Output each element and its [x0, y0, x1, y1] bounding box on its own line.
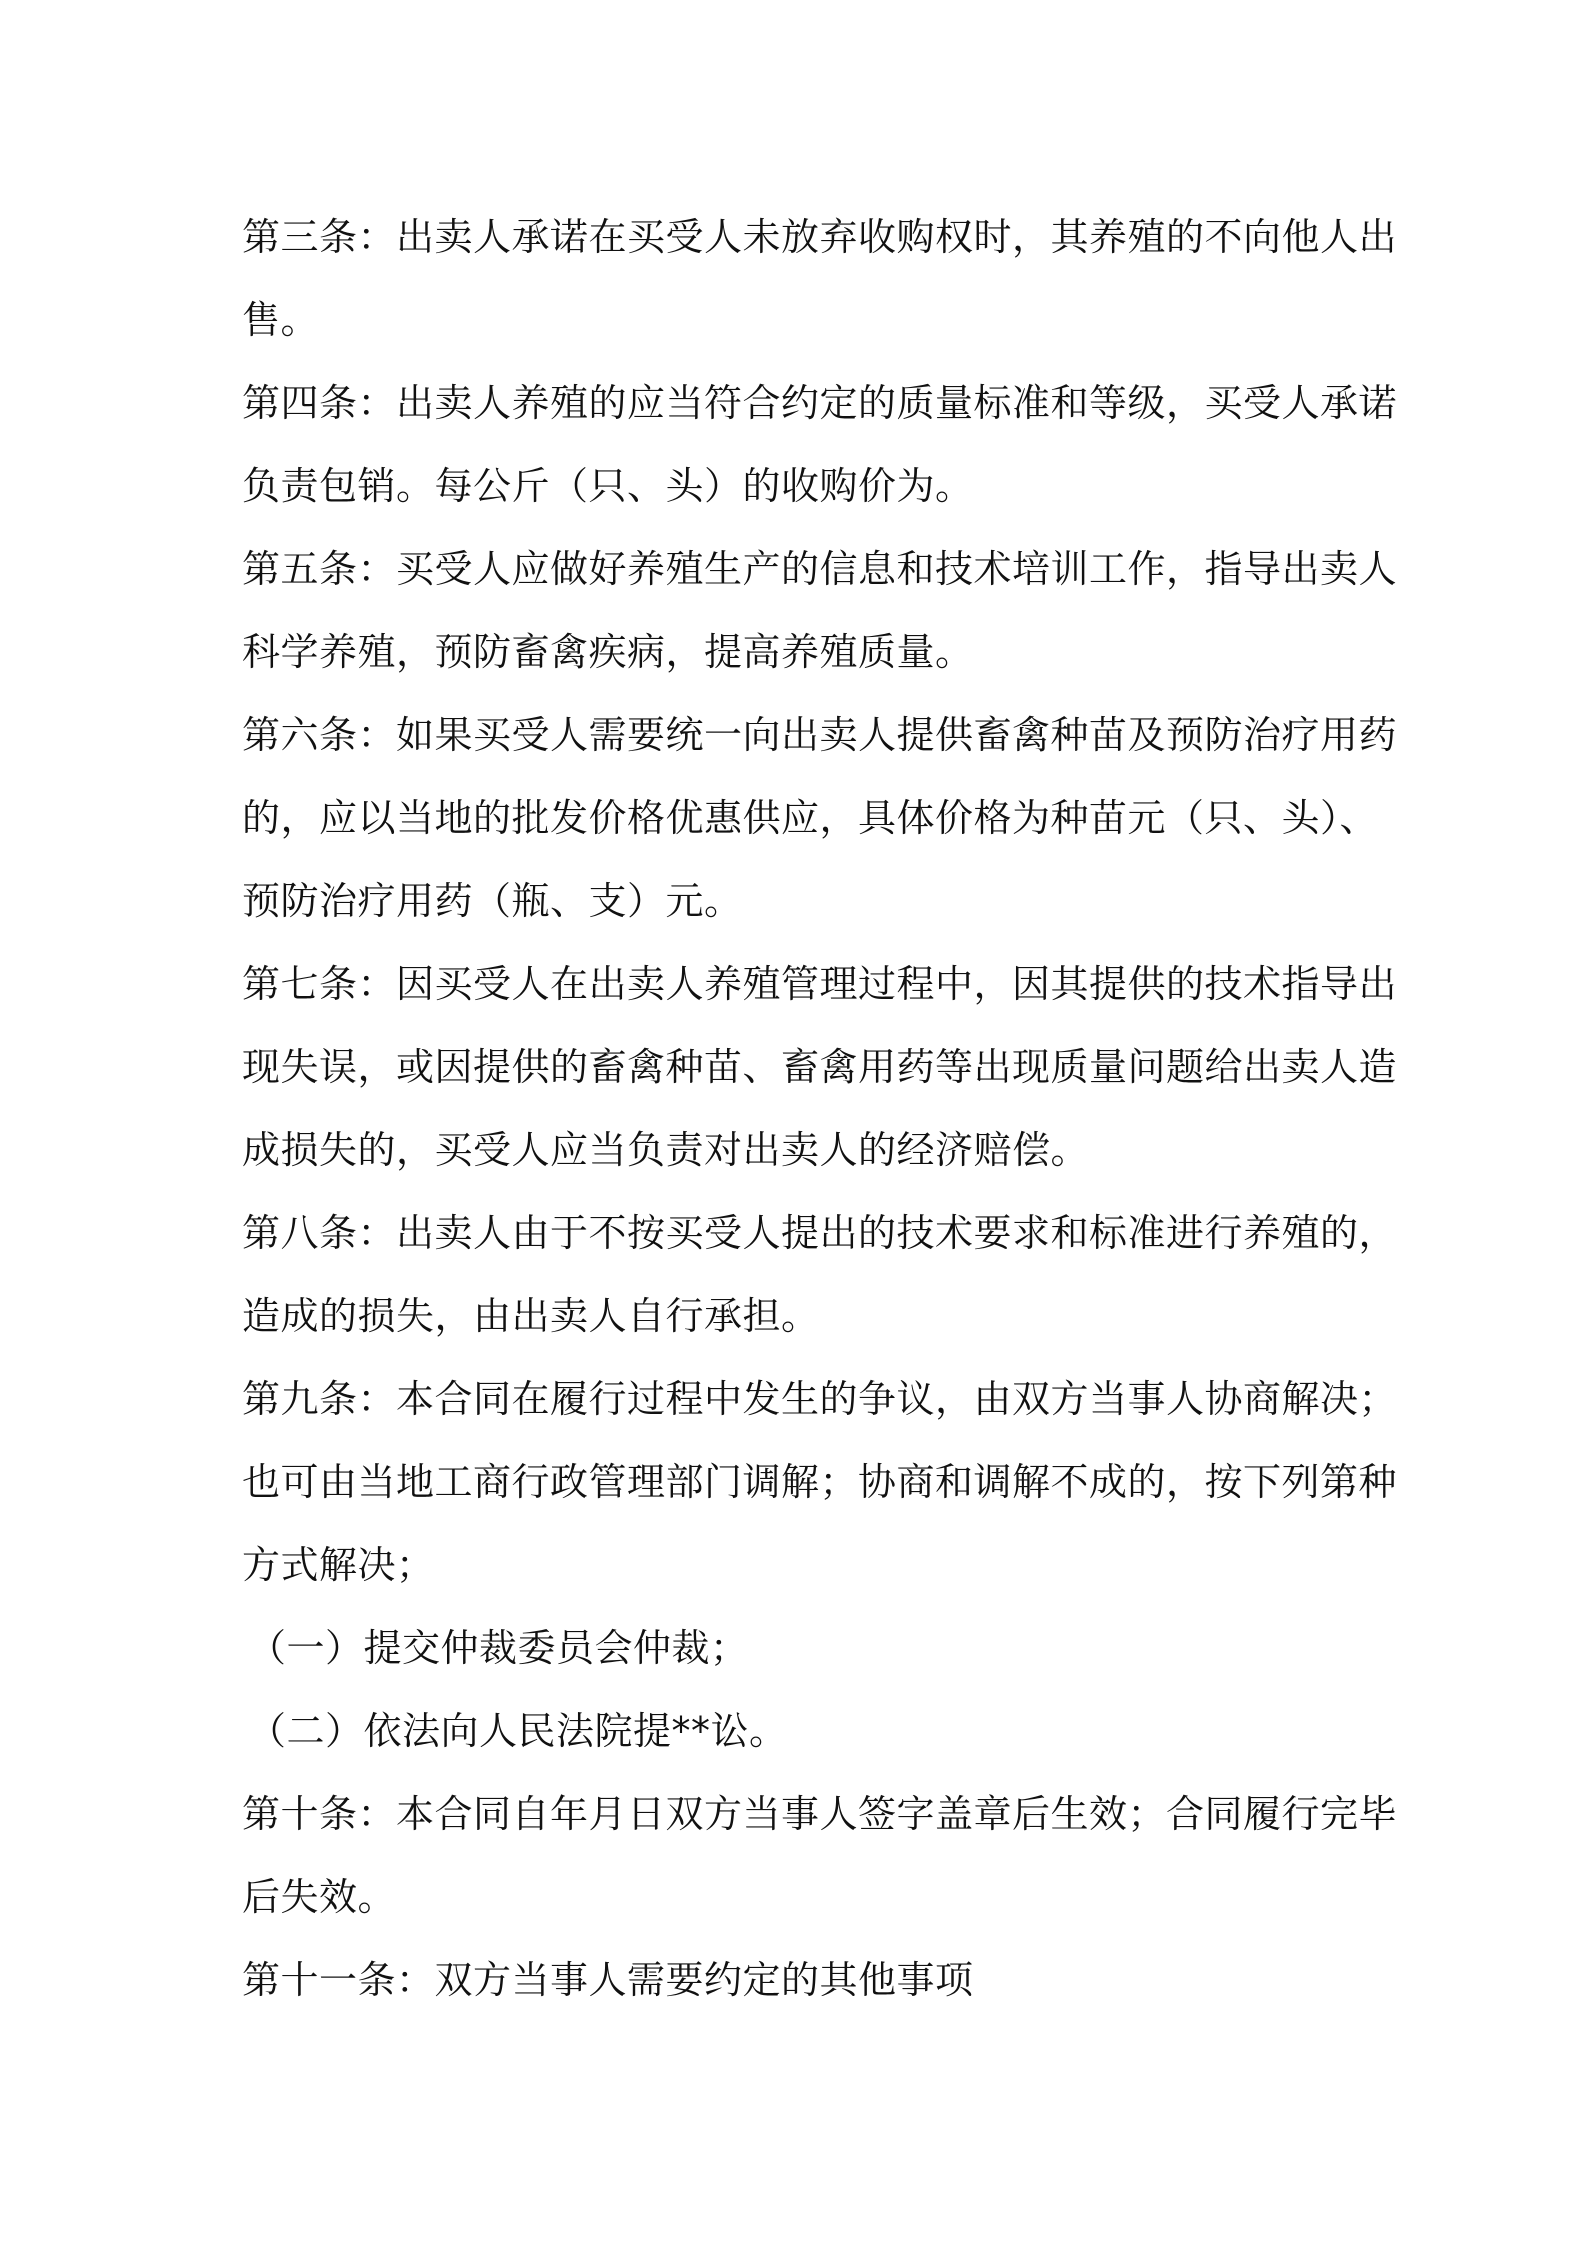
article-5-line-2: 科学养殖，预防畜禽疾病，提高养殖质量。: [242, 630, 974, 674]
item-1-line-1: （一）提交仲裁委员会仲裁；: [248, 1626, 749, 1670]
article-7-line-3: 成损失的，买受人应当负责对出卖人的经济赔偿。: [242, 1128, 1090, 1172]
article-7-line-2: 现失误，或因提供的畜禽种苗、畜禽用药等出现质量问题给出卖人造: [242, 1045, 1398, 1089]
article-6-line-3: 预防治疗用药（瓶、支）元。: [242, 879, 743, 923]
article-11-line-1: 第十一条：双方当事人需要约定的其他事项: [242, 1958, 974, 2002]
article-6-line-1: 第六条：如果买受人需要统一向出卖人提供畜禽种苗及预防治疗用药: [242, 713, 1398, 757]
article-7-paragraph: [242, 943, 1398, 1192]
article-8-line-1: 第八条：出卖人由于不按买受人提出的技术要求和标准进行养殖的，: [242, 1211, 1398, 1255]
article-8-line-2: 造成的损失，由出卖人自行承担。: [242, 1294, 820, 1338]
article-3-line-1: 第三条：出卖人承诺在买受人未放弃收购权时，其养殖的不向他人出: [242, 215, 1398, 259]
article-3-line-2: 售。: [242, 298, 320, 342]
article-3-paragraph: [242, 196, 1398, 362]
article-10-line-1: 第十条：本合同自年月日双方当事人签字盖章后生效；合同履行完毕: [242, 1792, 1398, 1836]
item-2-line-1: （二）依法向人民法院提**讼。: [248, 1709, 788, 1753]
article-7-line-1: 第七条：因买受人在出卖人养殖管理过程中，因其提供的技术指导出: [242, 962, 1398, 1006]
article-6-line-2: 的，应以当地的批发价格优惠供应，具体价格为种苗元（只、头）、: [242, 796, 1379, 840]
item-1-paragraph: [242, 1607, 1372, 1690]
article-11-paragraph: [242, 1939, 1372, 2022]
article-5-line-1: 第五条：买受人应做好养殖生产的信息和技术培训工作，指导出卖人: [242, 547, 1398, 591]
article-8-paragraph: [242, 1192, 1398, 1358]
article-5-paragraph: [242, 528, 1398, 694]
article-10-line-2: 后失效。: [242, 1875, 397, 1919]
article-6-paragraph: [242, 694, 1398, 943]
article-9-line-2: 也可由当地工商行政管理部门调解；协商和调解不成的，按下列第种: [242, 1460, 1398, 1504]
document-body: [242, 196, 1398, 2022]
article-9-line-3: 方式解决；: [242, 1543, 435, 1587]
article-9-line-1: 第九条：本合同在履行过程中发生的争议，由双方当事人协商解决；: [242, 1377, 1398, 1421]
article-4-line-2: 负责包销。每公斤（只、头）的收购价为。: [242, 464, 974, 508]
article-9-paragraph: [242, 1358, 1398, 1607]
article-10-paragraph: [242, 1773, 1398, 1939]
article-4-line-1: 第四条：出卖人养殖的应当符合约定的质量标准和等级，买受人承诺: [242, 381, 1398, 425]
item-2-paragraph: [242, 1690, 1372, 1773]
article-4-paragraph: [242, 362, 1398, 528]
